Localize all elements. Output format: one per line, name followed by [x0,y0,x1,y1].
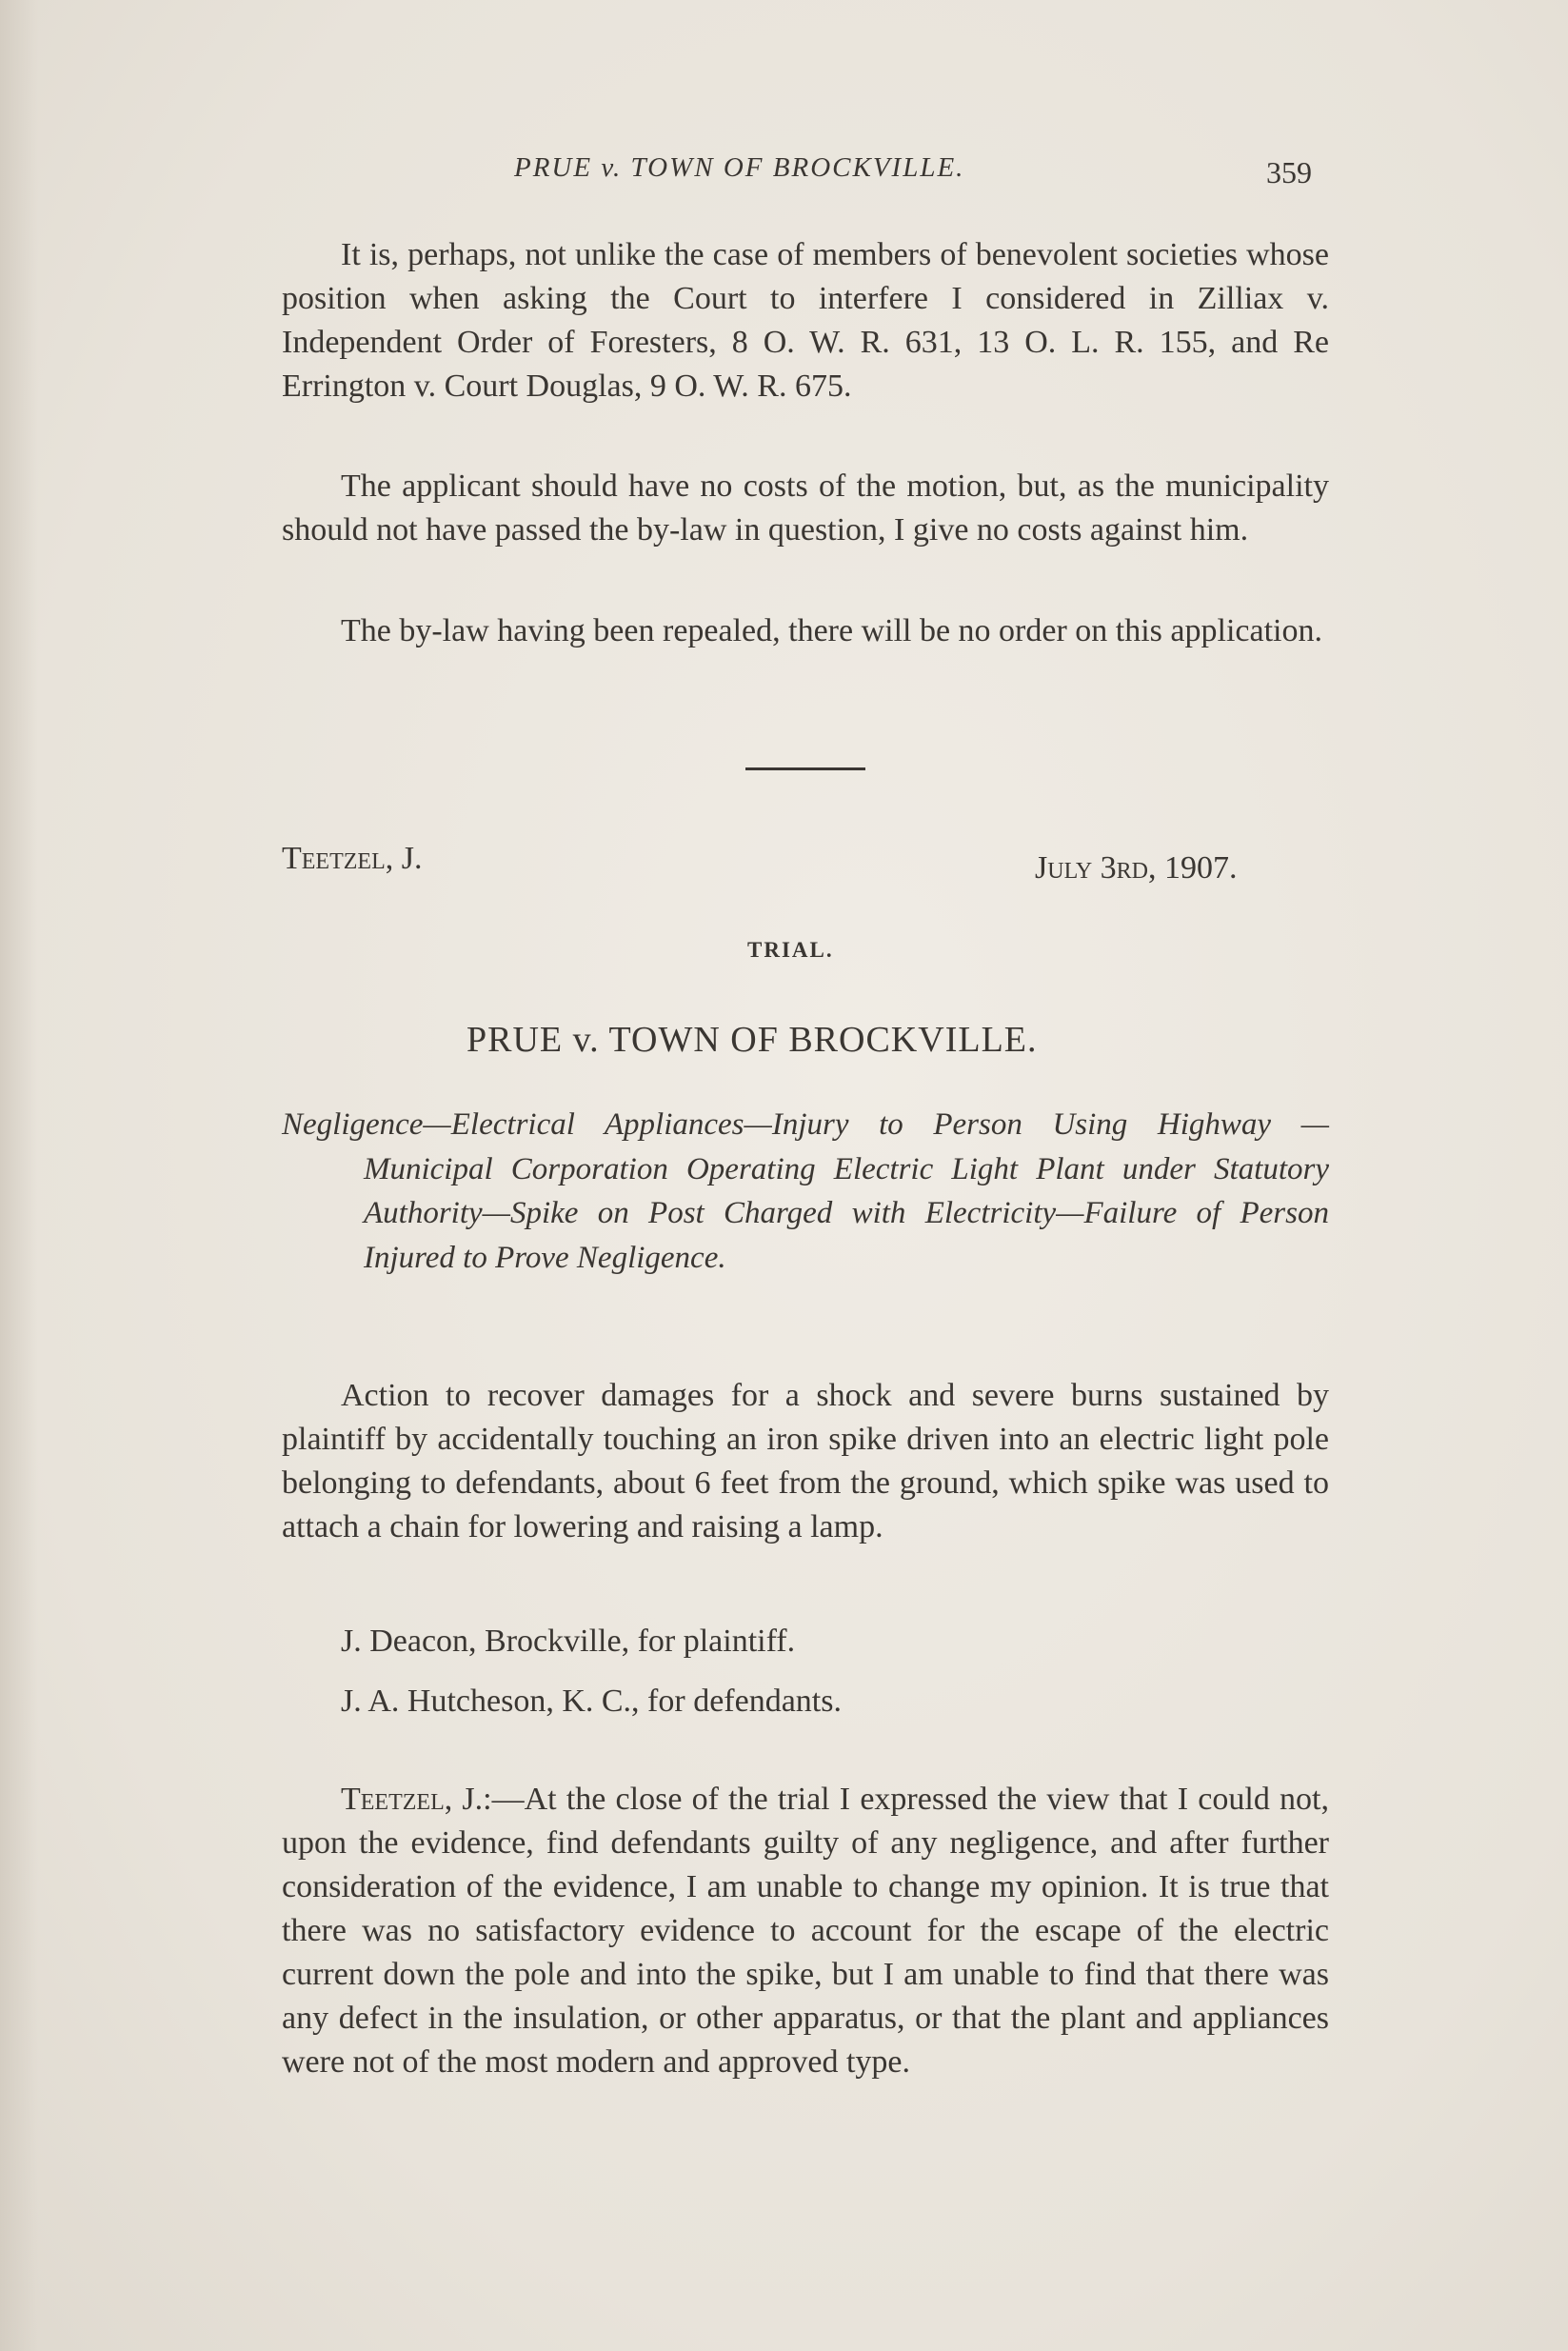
counsel-plaintiff: J. Deacon, Brockville, for plaintiff. [341,1624,796,1659]
paragraph-text: The by-law having been repealed, there will be no order on this application. [341,613,1322,648]
case-title: PRUE v. TOWN OF BROCKVILLE. [466,1020,1038,1060]
action-summary [282,1374,1329,1549]
paragraph-benevolent-societies [282,233,1329,408]
counsel-defendants: J. A. Hutcheson, K. C., for defendants. [341,1684,842,1719]
paragraph-text: It is, perhaps, not unlike the case of members of benevolent societies whose position when asking the Court to interfere I considered in Zilliax v. Independent Order of Foresters, 8 O. W. R. 631, 13 O. L. R. 155, and Re Errington v. Court Douglas, 9 O. W. R. 675. [282,237,1329,404]
paragraph-by-law-repealed [282,609,1329,653]
gutter-shadow [0,0,38,2351]
running-head: PRUE v. TOWN OF BROCKVILLE. [514,152,965,183]
judgment-speaker: Teetzel, J. [341,1782,484,1817]
judgment-text: :—At the close of the trial I expressed the view that I could not, upon the evidence, find defendants guilty of any negligence, and after further consideration of the evidence, I am unable to change my opinion. It is true that there was no satisfactory evidence to account for the escape of the electric current down the pole and into the spike, but I am unable to find that there was any defect in the insulation, or other apparatus, or that the plant and appliances were not of the most modern and approved type. [282,1782,1329,2080]
paragraph-costs [282,465,1329,552]
section-divider [745,767,865,770]
page-number: 359 [1266,155,1312,189]
paragraph-text: Action to recover damages for a shock and severe burns sustained by plaintiff by accidentally touching an iron spike driven into an electric light pole belonging to defendants, about 6 feet from the ground, which spike was used to attach a chain for lowering and raising a lamp. [282,1378,1329,1544]
judgment-body [282,1778,1329,2084]
judgment-paragraph [282,1778,1329,2084]
judge-name: Teetzel, J. [282,841,423,876]
section-label: TRIAL. [747,938,834,962]
paragraph-text: The applicant should have no costs of the motion, but, as the municipality should not have passed the by-law in question, I give no costs against him. [282,468,1329,548]
decision-date: July 3rd, 1907. [1035,850,1238,886]
headnote: Negligence—Electrical Appliances—Injury to Person Using Highway — Municipal Corporation Operating Electric Light Plant under Statutory Authority—Spike on Post Charged with Electricity—Failure of Person Injured to Prove Negligence. [282,1107,1329,1275]
